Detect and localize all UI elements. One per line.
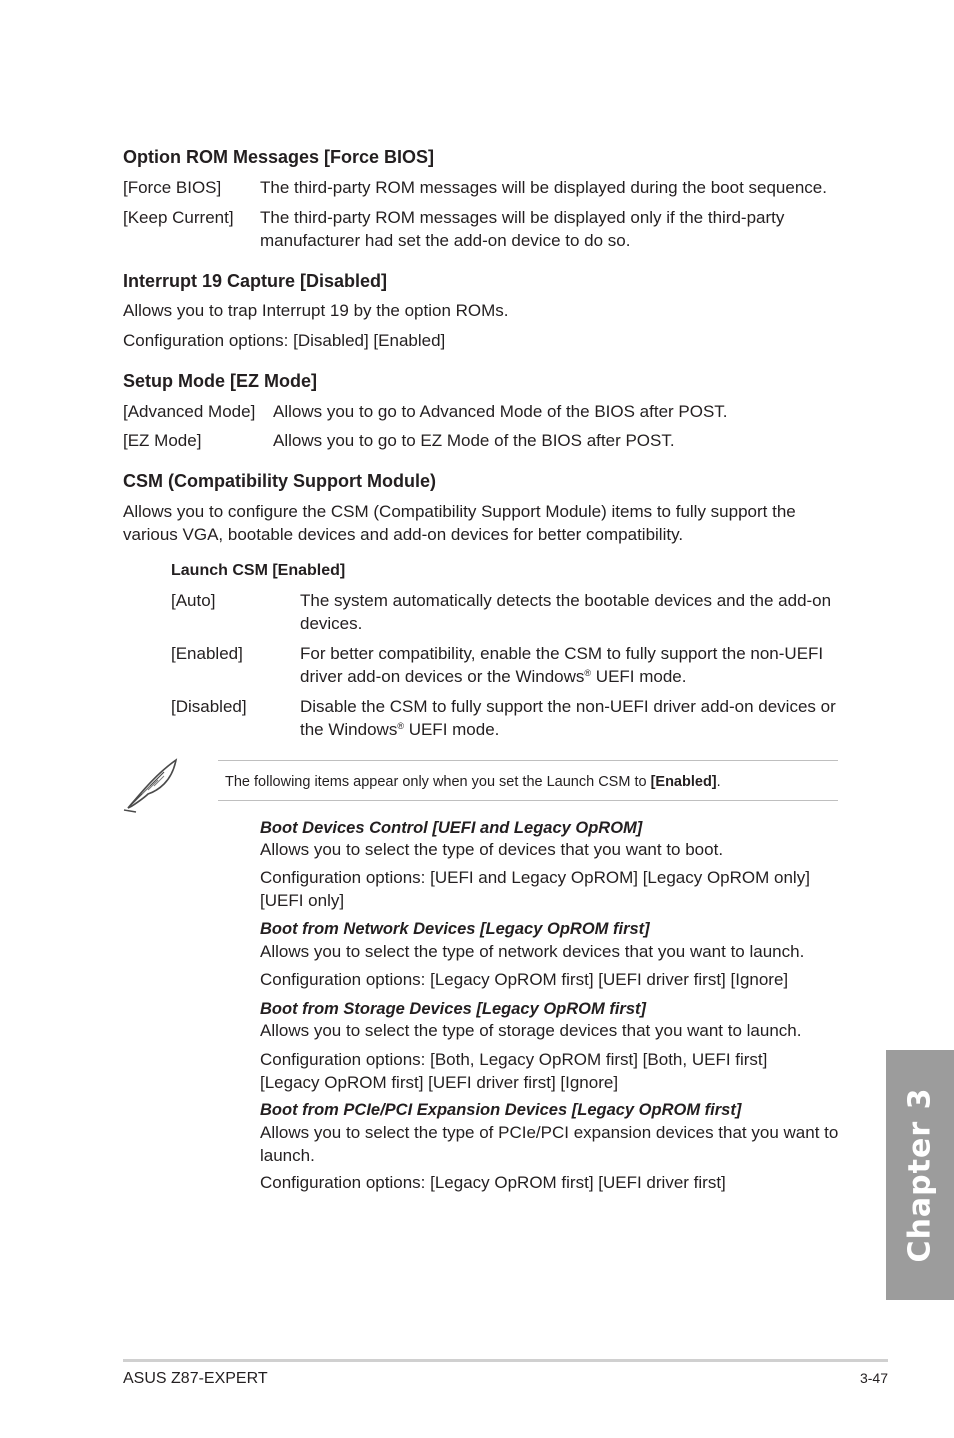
- option-row-ez-mode: [123, 429, 843, 452]
- option-desc-text: Disable the CSM to fully support the non-UEFI driver add-on devices or the Windows: [300, 697, 836, 739]
- option-desc: The third-party ROM messages will be displayed only if the third-party manufacturer had set the add-on device to do so.: [260, 208, 785, 250]
- option-desc-text-end: UEFI mode.: [591, 667, 687, 686]
- section-heading-csm: CSM (Compatibility Support Module): [123, 471, 436, 491]
- option-desc: Allows you to go to Advanced Mode of the BIOS after POST.: [273, 402, 728, 421]
- item-heading-boot-devices: Boot Devices Control [UEFI and Legacy OpROM]: [260, 819, 643, 837]
- option-row-disabled: [171, 695, 841, 741]
- option-desc: Allows you to go to EZ Mode of the BIOS after POST.: [273, 431, 675, 450]
- option-row-advanced-mode: [123, 400, 843, 423]
- option-term: [EZ Mode]: [123, 431, 202, 450]
- subsection-heading-launch-csm: Launch CSM [Enabled]: [171, 562, 346, 579]
- option-desc-text-end: UEFI mode.: [403, 720, 500, 739]
- option-term: [Disabled]: [171, 697, 247, 716]
- option-desc: The system automatically detects the bootable devices and the add-on devices.: [300, 591, 832, 633]
- option-row-enabled: [171, 642, 841, 688]
- chapter-tab-label: Chapter 3: [902, 1087, 938, 1263]
- section-heading-option-rom: Option ROM Messages [Force BIOS]: [123, 147, 435, 167]
- interrupt19-options: Configuration options: [Disabled] [Enabled]: [123, 331, 446, 350]
- boot-storage-options: Configuration options: [Both, Legacy OpROM first] [Both, UEFI first] [Legacy OpROM first] [UEFI driver first] [Ignore]: [260, 1050, 768, 1092]
- option-term: [Keep Current]: [123, 208, 234, 227]
- note-top-rule: [218, 760, 838, 761]
- note-bottom-rule: [218, 800, 838, 801]
- option-desc: [300, 695, 841, 741]
- option-row-auto: [171, 589, 841, 635]
- section-heading-interrupt19: Interrupt 19 Capture [Disabled]: [123, 271, 388, 291]
- feather-pen-icon: [120, 754, 182, 816]
- interrupt19-desc: Allows you to trap Interrupt 19 by the option ROMs.: [123, 301, 509, 320]
- boot-devices-desc: Allows you to select the type of devices that you want to boot.: [260, 840, 724, 859]
- registered-mark: ®: [584, 668, 592, 678]
- chapter-tab: [886, 1050, 954, 1300]
- boot-pcie-options: Configuration options: [Legacy OpROM first] [UEFI driver first]: [260, 1173, 726, 1192]
- option-row-force-bios: [123, 176, 843, 199]
- option-row-keep-current: [123, 206, 843, 252]
- registered-mark: ®: [397, 721, 404, 731]
- option-desc-text: For better compatibility, enable the CSM to fully support the non-UEFI driver add-on devices or the Windows: [300, 644, 824, 686]
- option-term: [Advanced Mode]: [123, 402, 256, 421]
- option-term: [Force BIOS]: [123, 178, 222, 197]
- option-desc: The third-party ROM messages will be displayed during the boot sequence.: [260, 178, 827, 197]
- item-heading-boot-network: Boot from Network Devices [Legacy OpROM first]: [260, 920, 650, 938]
- boot-storage-desc: Allows you to select the type of storage devices that you want to launch.: [260, 1021, 802, 1040]
- footer-rule: [123, 1359, 888, 1362]
- item-heading-boot-storage: Boot from Storage Devices [Legacy OpROM first]: [260, 1000, 646, 1018]
- section-heading-setup-mode: Setup Mode [EZ Mode]: [123, 371, 317, 391]
- footer-product-name: ASUS Z87-EXPERT: [123, 1370, 268, 1387]
- option-desc: [300, 642, 841, 688]
- note-text-bold: [Enabled]: [650, 774, 717, 790]
- boot-network-desc: Allows you to select the type of network devices that you want to launch.: [260, 942, 805, 961]
- note-text-main: The following items appear only when you set the Launch CSM to: [225, 774, 651, 790]
- csm-desc: Allows you to configure the CSM (Compatibility Support Module) items to fully support the various VGA, bootable devices and add-on devices for better compatibility.: [123, 502, 796, 544]
- boot-devices-options: Configuration options: [UEFI and Legacy OpROM] [Legacy OpROM only] [UEFI only]: [260, 868, 810, 910]
- note-text: [225, 772, 835, 792]
- note-text-end: .: [716, 774, 721, 790]
- item-heading-boot-pcie: Boot from PCIe/PCI Expansion Devices [Legacy OpROM first]: [260, 1101, 742, 1119]
- option-term: [Enabled]: [171, 644, 243, 663]
- boot-network-options: Configuration options: [Legacy OpROM first] [UEFI driver first] [Ignore]: [260, 970, 789, 989]
- footer-page-number: 3-47: [859, 1370, 888, 1386]
- option-term: [Auto]: [171, 591, 216, 610]
- boot-pcie-desc: Allows you to select the type of PCIe/PCI expansion devices that you want to launch.: [260, 1123, 839, 1165]
